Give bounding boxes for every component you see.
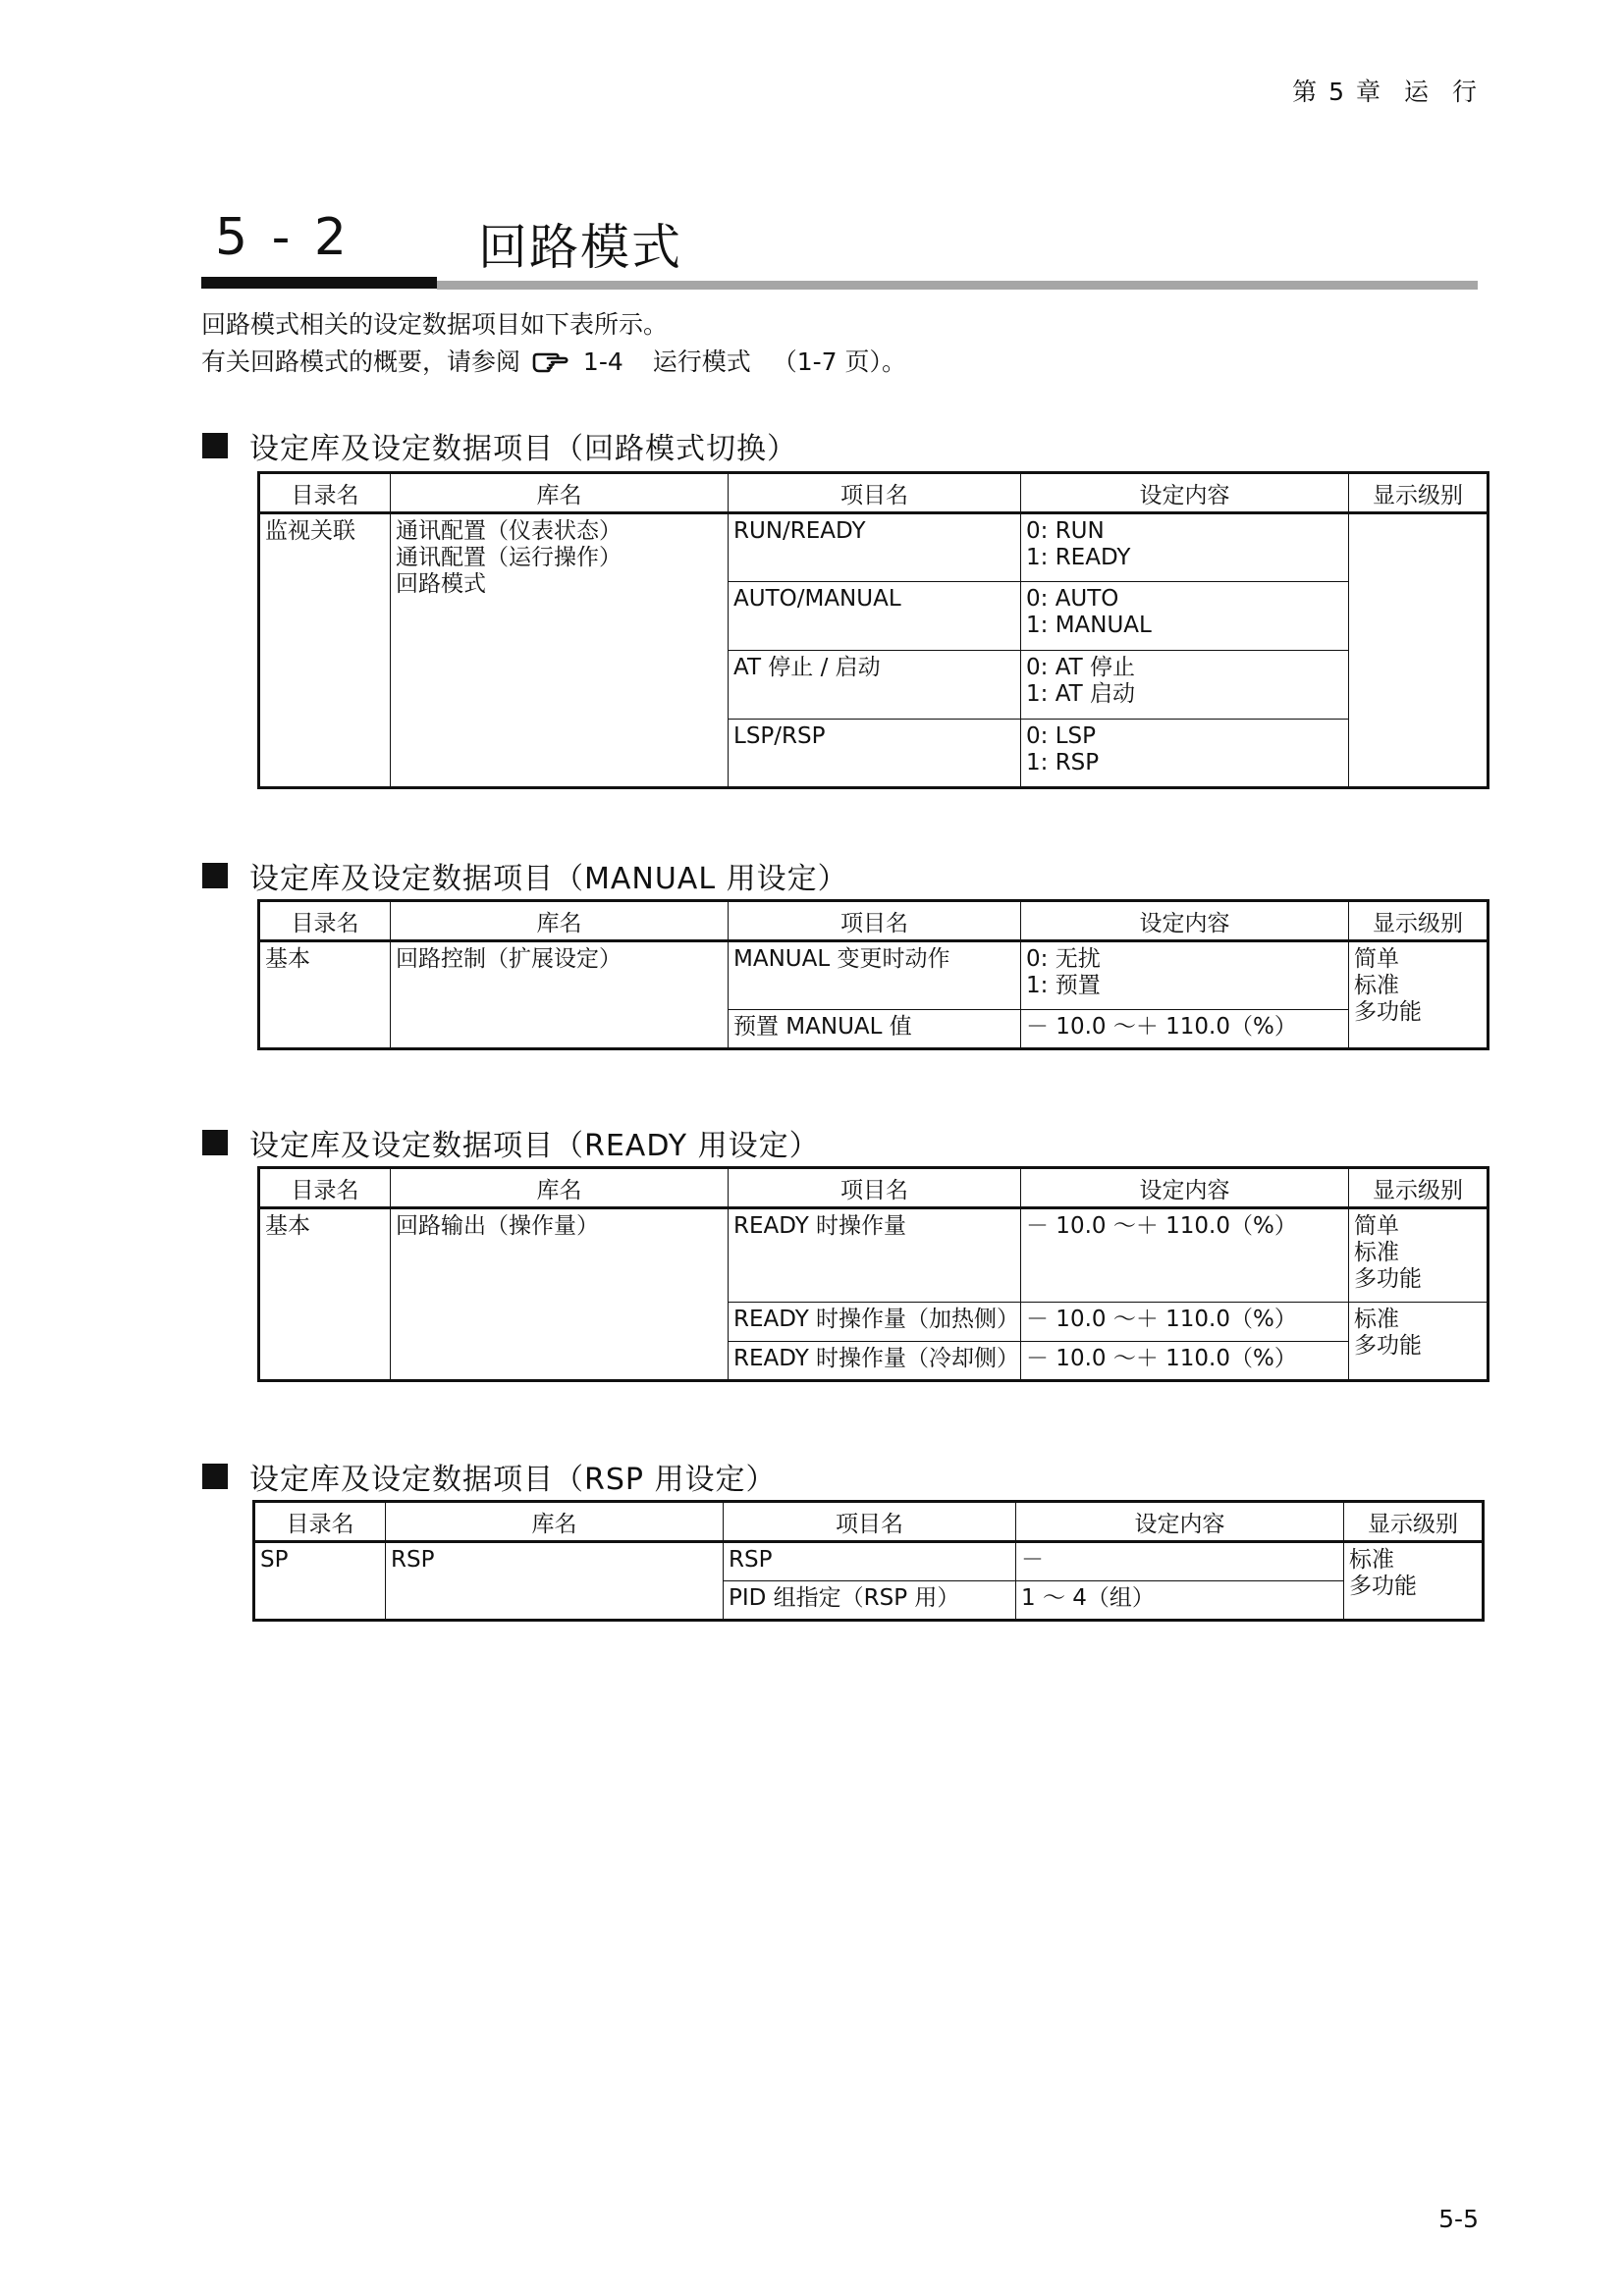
col-content-header: 设定内容	[1016, 1502, 1344, 1542]
content-cell: － 10.0 ～＋ 110.0（%）	[1021, 1010, 1349, 1049]
table-3-heading	[202, 1121, 820, 1164]
item-cell: AUTO/MANUAL	[729, 582, 1021, 651]
table-4-heading-text: 设定库及设定数据项目（RSP 用设定）	[249, 1463, 777, 1497]
item-cell: READY 时操作量（加热侧）	[729, 1303, 1021, 1342]
col-item-header: 项目名	[724, 1502, 1016, 1542]
item-cell: READY 时操作量	[729, 1208, 1021, 1303]
square-bullet-icon	[202, 1130, 228, 1155]
bank-line: 通讯配置（运行操作）	[396, 545, 622, 570]
content-line: 0: LSP	[1026, 723, 1096, 749]
page-number: 5-5	[1438, 2205, 1479, 2233]
content-cell	[1021, 651, 1349, 720]
table-row	[259, 1208, 1489, 1303]
table-row	[254, 1542, 1484, 1581]
content-line: 1: RSP	[1026, 750, 1100, 775]
intro-ref-page: （1-7 页）。	[772, 347, 906, 376]
col-content-header: 设定内容	[1021, 473, 1349, 513]
col-bank-header: 库名	[391, 901, 729, 941]
pointing-hand-icon	[532, 347, 569, 385]
content-line: 1: 预置	[1026, 973, 1101, 998]
level-cell	[1349, 513, 1489, 788]
col-level-header: 显示级别	[1349, 1168, 1489, 1208]
table-1-heading-text: 设定库及设定数据项目（回路模式切换）	[249, 432, 797, 466]
content-cell: －	[1016, 1542, 1344, 1581]
bank-line: 通讯配置（仪表状态）	[396, 518, 622, 544]
col-item-header: 项目名	[729, 901, 1021, 941]
bank-cell: 回路控制（扩展设定）	[391, 941, 729, 1049]
heading-rule-black	[201, 277, 437, 289]
intro-text	[201, 306, 906, 385]
table-3-heading-text: 设定库及设定数据项目（READY 用设定）	[249, 1129, 820, 1163]
content-cell	[1021, 513, 1349, 582]
col-item-header: 项目名	[729, 473, 1021, 513]
catalog-cell: SP	[254, 1542, 386, 1621]
item-cell: READY 时操作量（冷却侧）	[729, 1342, 1021, 1381]
table-row	[259, 941, 1489, 1010]
content-cell: 1 ～ 4（组）	[1016, 1581, 1344, 1621]
table-1-heading	[202, 424, 797, 467]
col-bank-header: 库名	[391, 1168, 729, 1208]
level-line: 标准	[1354, 973, 1399, 998]
content-line: 1: MANUAL	[1026, 613, 1152, 638]
table-row	[259, 513, 1489, 582]
catalog-cell: 基本	[259, 1208, 391, 1381]
content-line: 1: READY	[1026, 545, 1131, 570]
bank-cell: 回路输出（操作量）	[391, 1208, 729, 1381]
level-line: 多功能	[1354, 999, 1422, 1025]
col-catalog-header: 目录名	[254, 1502, 386, 1542]
col-bank-header: 库名	[386, 1502, 724, 1542]
item-cell: MANUAL 变更时动作	[729, 941, 1021, 1010]
chapter-title-char-1: 运	[1403, 78, 1431, 106]
item-cell: RSP	[724, 1542, 1016, 1581]
level-cell	[1349, 1208, 1489, 1303]
table-1	[257, 471, 1489, 789]
chapter-number: 第 5 章	[1292, 78, 1382, 106]
level-line: 标准	[1349, 1547, 1394, 1573]
content-cell: － 10.0 ～＋ 110.0（%）	[1021, 1342, 1349, 1381]
intro-line-2	[201, 344, 906, 385]
content-cell: － 10.0 ～＋ 110.0（%）	[1021, 1208, 1349, 1303]
chapter-title-char-2: 行	[1451, 78, 1479, 106]
col-catalog-header: 目录名	[259, 1168, 391, 1208]
table-4-header-row	[254, 1502, 1484, 1542]
square-bullet-icon	[202, 433, 228, 458]
level-cell	[1349, 941, 1489, 1049]
bank-cell	[391, 513, 729, 788]
item-cell: 预置 MANUAL 值	[729, 1010, 1021, 1049]
square-bullet-icon	[202, 1464, 228, 1489]
content-line: 1: AT 启动	[1026, 681, 1136, 707]
col-level-header: 显示级别	[1344, 1502, 1484, 1542]
level-line: 简单	[1354, 946, 1399, 972]
table-3	[257, 1166, 1489, 1382]
col-content-header: 设定内容	[1021, 1168, 1349, 1208]
col-bank-header: 库名	[391, 473, 729, 513]
content-cell	[1021, 720, 1349, 788]
content-line: 0: RUN	[1026, 518, 1105, 544]
table-2-header-row	[259, 901, 1489, 941]
level-cell	[1349, 1303, 1489, 1381]
col-catalog-header: 目录名	[259, 901, 391, 941]
table-2	[257, 899, 1489, 1050]
section-number: 5 - 2	[215, 208, 351, 267]
item-cell: LSP/RSP	[729, 720, 1021, 788]
item-cell: PID 组指定（RSP 用）	[724, 1581, 1016, 1621]
content-line: 0: 无扰	[1026, 946, 1101, 972]
section-title: 回路模式	[478, 219, 682, 276]
heading-rule-gray	[437, 281, 1478, 290]
level-line: 标准	[1354, 1307, 1399, 1332]
table-1-header-row	[259, 473, 1489, 513]
level-line: 多功能	[1349, 1574, 1417, 1599]
section-heading	[201, 204, 1478, 293]
intro-line-1: 回路模式相关的设定数据项目如下表所示。	[201, 310, 669, 339]
level-line: 多功能	[1354, 1266, 1422, 1292]
table-4-heading	[202, 1455, 777, 1498]
chapter-header	[1278, 73, 1479, 108]
content-line: 0: AUTO	[1026, 586, 1119, 612]
content-cell	[1021, 941, 1349, 1010]
col-content-header: 设定内容	[1021, 901, 1349, 941]
content-line: 0: AT 停止	[1026, 655, 1136, 680]
catalog-cell: 基本	[259, 941, 391, 1049]
intro-ref-number[interactable]: 1-4	[582, 347, 623, 376]
intro-line-2-prefix: 有关回路模式的概要，请参阅	[201, 347, 521, 376]
level-line: 多功能	[1354, 1333, 1422, 1359]
item-cell: AT 停止 / 启动	[729, 651, 1021, 720]
item-cell: RUN/READY	[729, 513, 1021, 582]
bank-cell: RSP	[386, 1542, 724, 1621]
catalog-cell: 监视关联	[259, 513, 391, 788]
level-cell	[1344, 1542, 1484, 1621]
level-line: 标准	[1354, 1240, 1399, 1265]
table-3-header-row	[259, 1168, 1489, 1208]
col-catalog-header: 目录名	[259, 473, 391, 513]
level-line: 简单	[1354, 1213, 1399, 1239]
table-4	[252, 1500, 1485, 1622]
table-2-heading	[202, 854, 848, 897]
col-level-header: 显示级别	[1349, 473, 1489, 513]
content-cell: － 10.0 ～＋ 110.0（%）	[1021, 1303, 1349, 1342]
bank-line: 回路模式	[396, 571, 486, 597]
square-bullet-icon	[202, 863, 228, 888]
col-level-header: 显示级别	[1349, 901, 1489, 941]
content-cell	[1021, 582, 1349, 651]
col-item-header: 项目名	[729, 1168, 1021, 1208]
intro-ref-title[interactable]: 运行模式	[652, 347, 751, 376]
table-2-heading-text: 设定库及设定数据项目（MANUAL 用设定）	[249, 862, 848, 896]
